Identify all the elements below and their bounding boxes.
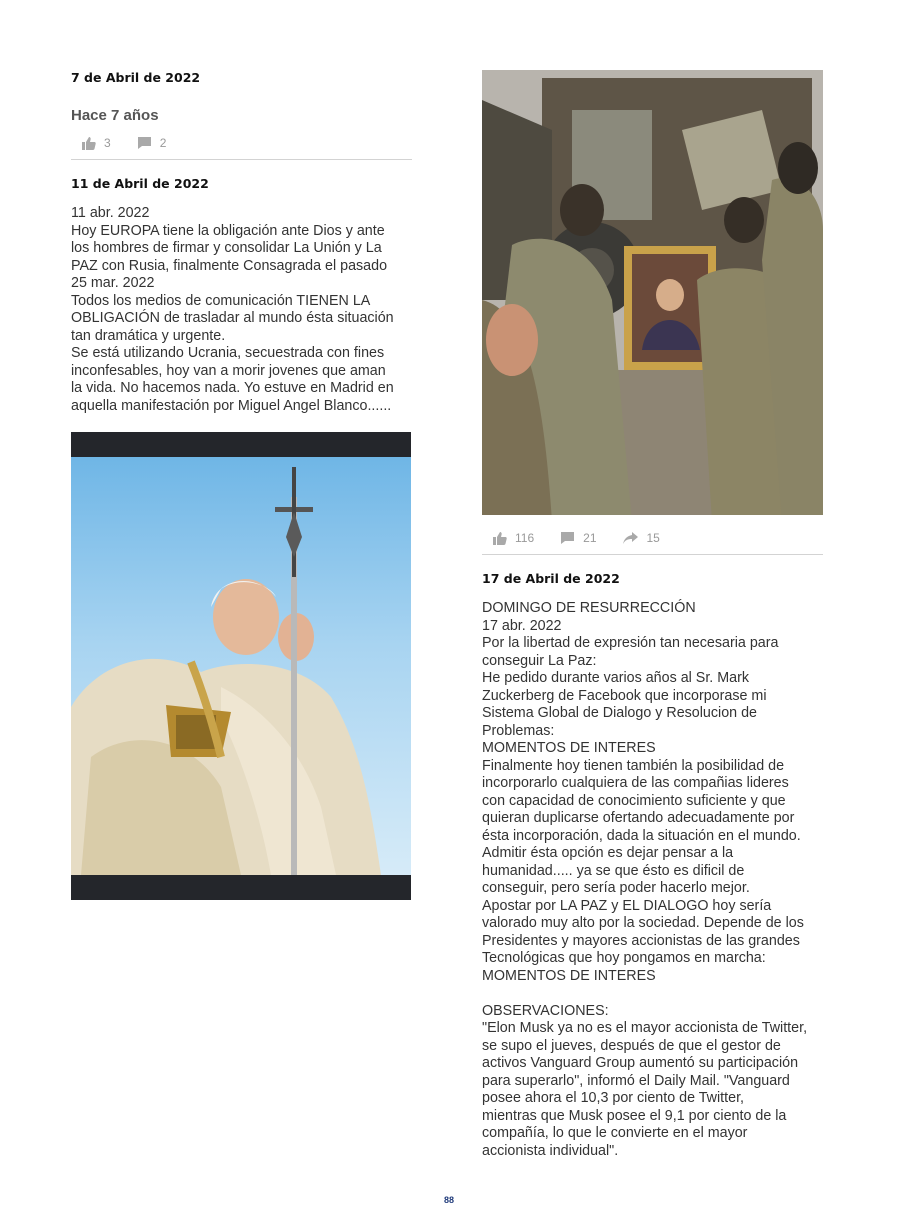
- comment-count: 2: [159, 136, 167, 150]
- post-body: 11 abr. 2022 Hoy EUROPA tiene la obligación ante Dios y ante los hombres de firmar y consolidar La Unión y La PAZ con Rusia, finalmente Consagrada el pasado 25 mar. 2022 Todos los medios de comunicación TIENEN LA OBLIGACIÓN de trasladar al mundo ésta situación tan dramática y urgente. Se está utilizando Ucrania, secuestrada con fines inconfesables, hoy van a morir jovenes que aman la vida. No hacemos nada. Yo estuve en Madrid en aquella manifestación por Miguel Angel Blanco......: [71, 205, 394, 414]
- page-number: 88: [443, 1195, 454, 1205]
- post-ago: Hace 7 años: [71, 107, 159, 124]
- soldiers-praying-illustration: [482, 70, 823, 515]
- comment-icon: [137, 136, 152, 150]
- divider: [482, 554, 823, 555]
- like-count: 3: [104, 136, 111, 150]
- comment-icon: [560, 531, 575, 545]
- post-date: 11 de Abril de 2022: [71, 176, 209, 191]
- pope-figure-illustration: [71, 457, 411, 875]
- thumbs-up-icon: [492, 531, 507, 545]
- comment-stat[interactable]: [560, 531, 610, 545]
- comment-stat[interactable]: [137, 136, 181, 150]
- share-count: 15: [646, 531, 660, 545]
- post-stats: [482, 529, 823, 547]
- share-arrow-icon: [623, 531, 639, 545]
- divider: [71, 159, 412, 160]
- post-stats: [71, 134, 412, 152]
- pope-photo: [71, 432, 411, 900]
- left-column: [71, 70, 412, 900]
- post-body: DOMINGO DE RESURRECCIÓN 17 abr. 2022 Por la libertad de expresión tan necesaria para conseguir La Paz: He pedido durante varios años al Sr. Mark Zuckerberg de Facebook que incorporase mi Sistema Global de Dialogo y Resolucion de Problemas: MOMENTOS DE INTERES Finalmente hoy tienen también la posibilidad de incorporarlo cualquiera de las compañias lideres con capacidad de conocimiento suficiente y que quieran duplicarse ofertando adecuadamente por ésta incorporación, dada la situación en el mundo. Admitir ésta opción es dejar pensar a la humanidad..... ya se que ésto es dificil de conseguir, pero sería poder hacerlo mejor. Apostar por LA PAZ y EL DIALOGO hoy sería valorado muy alto por la sociedad. Depende de los Presidentes y mayores accionistas de las grandes Tecnológicas que hoy pongamos en marcha: MOMENTOS DE INTERES OBSERVACIONES: "Elon Musk ya no es el mayor accionista de Twitter, se supo el jueves, después de que el gestor de activos Vanguard Group aumentó su participación para superarlo", informó el Daily Mail. "Vanguard posee ahora el 10,3 por ciento de Twitter, mientras que Musk posee el 9,1 por ciento de la compañía, lo que le convierte en el mayor accionista individual".: [482, 600, 808, 1159]
- like-stat[interactable]: [492, 531, 548, 545]
- post-date: 7 de Abril de 2022: [71, 70, 201, 85]
- share-stat[interactable]: [623, 531, 674, 545]
- comment-count: 21: [583, 531, 597, 545]
- thumbs-up-icon: [81, 136, 96, 150]
- right-column: [482, 70, 823, 1160]
- soldiers-icon-photo: [482, 70, 823, 515]
- like-stat[interactable]: [81, 136, 125, 150]
- like-count: 116: [515, 531, 535, 545]
- post-date: 17 de Abril de 2022: [482, 571, 620, 586]
